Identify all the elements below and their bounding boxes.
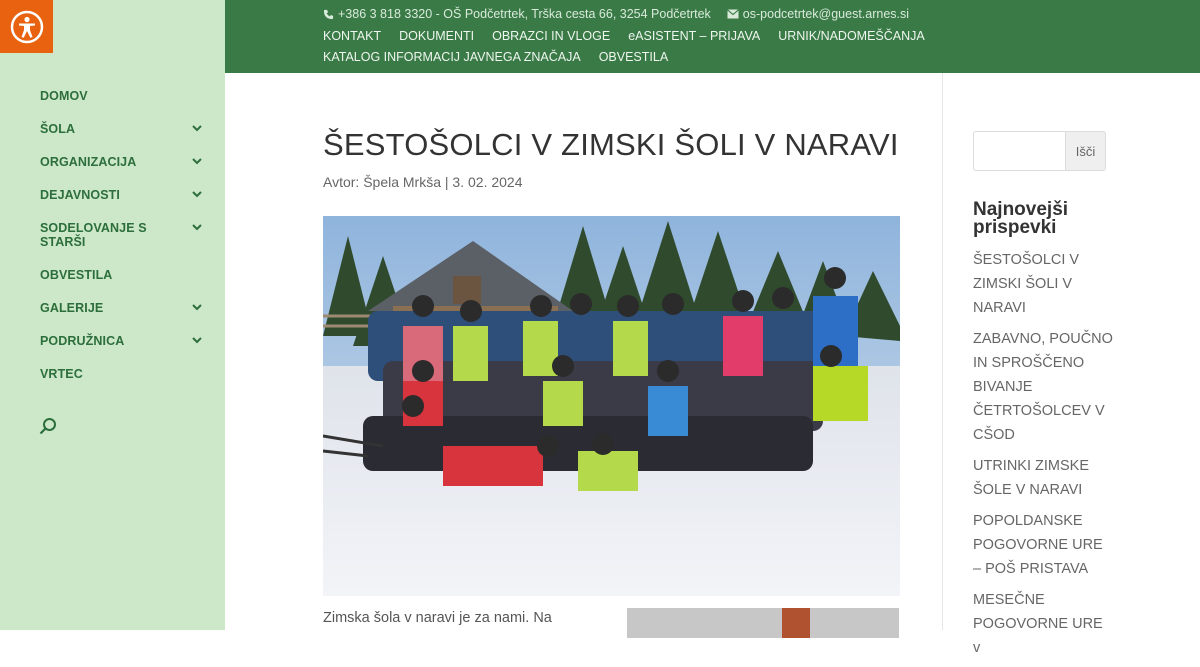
email-text: os-podcetrtek@guest.arnes.si xyxy=(742,7,910,21)
recent-posts-title: Najnovejši prispevki xyxy=(973,199,1069,238)
phone-text: +386 3 818 3320 - OŠ Podčetrtek, Trška cesta 66, 3254 Podčetrtek xyxy=(338,7,711,21)
search-icon[interactable] xyxy=(38,417,58,437)
recent-post-link[interactable]: POPOLDANSKE POGOVORNE URE – POŠ PRISTAVA xyxy=(973,513,1103,577)
sidebar-item-organizacija[interactable] xyxy=(40,154,210,187)
sidebar-item-vrtec[interactable] xyxy=(40,366,210,399)
sidebar-item-label: ŠOLA xyxy=(40,122,76,136)
post-title: ŠESTOŠOLCI V ZIMSKI ŠOLI V NARAVI xyxy=(323,127,899,162)
post-intro-text: Zimska šola v naravi je za nami. Na xyxy=(323,610,552,626)
post-inline-image[interactable] xyxy=(627,608,899,638)
phone-info xyxy=(323,7,711,21)
topnav-urnik[interactable]: URNIK/NADOMEŠČANJA xyxy=(778,29,925,43)
envelope-icon xyxy=(727,9,739,19)
main-navigation xyxy=(40,88,210,399)
topnav-easistent[interactable]: eASISTENT – PRIJAVA xyxy=(628,29,761,43)
phone-icon xyxy=(323,9,334,20)
accessibility-button[interactable] xyxy=(0,0,53,53)
chevron-down-icon[interactable] xyxy=(190,333,204,347)
email-info[interactable] xyxy=(727,7,909,21)
widget-search xyxy=(973,131,1106,171)
chevron-down-icon[interactable] xyxy=(190,154,204,168)
sidebar-item-label: GALERIJE xyxy=(40,301,104,315)
sidebar-item-label: PODRUŽNICA xyxy=(40,334,125,348)
sidebar-divider xyxy=(942,73,943,630)
accessibility-icon xyxy=(10,10,44,44)
sidebar-item-domov[interactable] xyxy=(40,88,210,121)
top-navigation xyxy=(323,28,943,65)
top-header xyxy=(225,0,1200,73)
sidebar-item-sola[interactable] xyxy=(40,121,210,154)
chevron-down-icon[interactable] xyxy=(190,187,204,201)
chevron-down-icon[interactable] xyxy=(190,121,204,135)
recent-post-link[interactable]: ŠESTOŠOLCI V ZIMSKI ŠOLI V NARAVI xyxy=(973,252,1080,316)
inline-photo xyxy=(627,608,899,638)
chevron-down-icon[interactable] xyxy=(190,300,204,314)
recent-post-link[interactable]: MESEČNE POGOVORNE URE v xyxy=(973,592,1103,656)
post-meta: Avtor: Špela Mrkša | 3. 02. 2024 xyxy=(323,174,523,190)
group-photo xyxy=(323,216,900,596)
sidebar-item-dejavnosti[interactable] xyxy=(40,187,210,220)
recent-post-link[interactable]: UTRINKI ZIMSKE ŠOLE V NARAVI xyxy=(973,458,1090,498)
chevron-down-icon[interactable] xyxy=(190,220,204,234)
sidebar-item-label: SODELOVANJE S STARŠI xyxy=(40,221,147,249)
recent-posts-list xyxy=(973,248,1113,667)
post-featured-image[interactable] xyxy=(323,216,900,596)
recent-post-link[interactable]: ZABAVNO, POUČNO IN SPROŠČENO BIVANJE ČETRTOŠOLCEV V CŠOD xyxy=(973,331,1113,443)
sidebar-item-label: DEJAVNOSTI xyxy=(40,188,120,202)
topnav-kontakt[interactable]: KONTAKT xyxy=(323,29,382,43)
contact-info xyxy=(323,7,909,21)
widget-search-button[interactable]: Išči xyxy=(1065,131,1106,171)
widget-search-input[interactable] xyxy=(973,131,1065,171)
sidebar-item-obvestila[interactable] xyxy=(40,267,210,300)
sidebar-item-sodelovanje[interactable] xyxy=(40,220,210,267)
topnav-dokumenti[interactable]: DOKUMENTI xyxy=(399,29,475,43)
topnav-obvestila[interactable]: OBVESTILA xyxy=(598,50,669,64)
sidebar-item-label: ORGANIZACIJA xyxy=(40,155,137,169)
sidebar-item-galerije[interactable] xyxy=(40,300,210,333)
topnav-katalog[interactable]: KATALOG INFORMACIJ JAVNEGA ZNAČAJA xyxy=(323,50,581,64)
sidebar-item-podruznica[interactable] xyxy=(40,333,210,366)
topnav-obrazci[interactable]: OBRAZCI IN VLOGE xyxy=(492,29,611,43)
sidebar-item-label: VRTEC xyxy=(40,367,83,381)
sidebar-item-label: OBVESTILA xyxy=(40,268,113,282)
sidebar-item-label: DOMOV xyxy=(40,89,88,103)
sidebar xyxy=(0,0,225,630)
